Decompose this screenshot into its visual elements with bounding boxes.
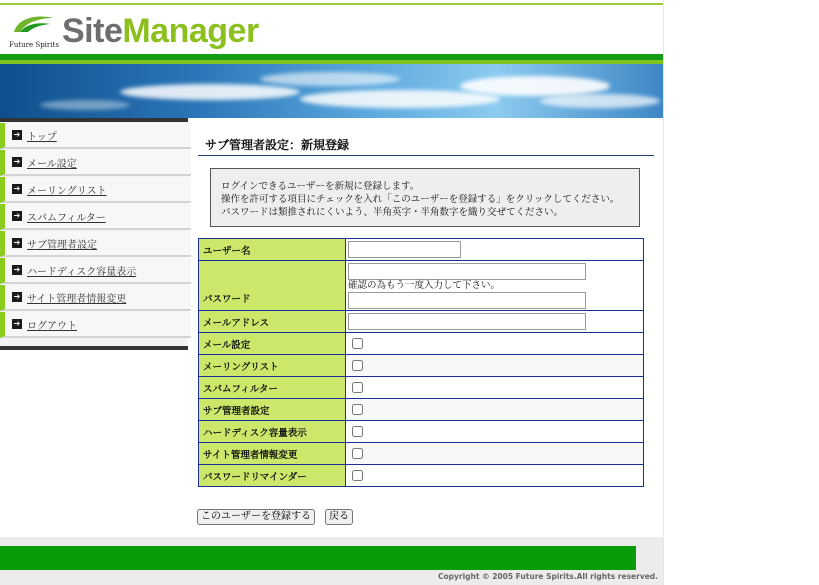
arrow-right-icon: ➔ xyxy=(13,319,21,328)
register-user-button[interactable]: このユーザーを登録する xyxy=(197,509,315,525)
form-row-perm-site-admin xyxy=(199,443,644,465)
header-sky-banner xyxy=(0,64,663,118)
back-button[interactable]: 戻る xyxy=(325,509,353,525)
sidebar-item-label[interactable]: サブ管理者設定 xyxy=(27,240,97,251)
sub-admin-form xyxy=(198,238,644,487)
arrow-right-icon: ➔ xyxy=(13,184,21,193)
sidebar-item-label[interactable]: メーリングリスト xyxy=(27,186,107,197)
username-label: ユーザー名 xyxy=(199,239,346,261)
future-spirits-logo-icon xyxy=(10,12,56,36)
sidebar-item-label[interactable]: サイト管理者情報変更 xyxy=(27,294,127,305)
perm-sub-admin-checkbox[interactable] xyxy=(352,404,363,415)
sidebar-item-mailing-list[interactable] xyxy=(0,177,191,203)
perm-sub-admin-label: サブ管理者設定 xyxy=(199,399,346,421)
info-line-1: ログインできるユーザーを新規に登録します。 xyxy=(221,181,420,192)
perm-cell xyxy=(346,421,644,443)
perm-cell xyxy=(346,377,644,399)
perm-cell xyxy=(346,443,644,465)
arrow-right-icon: ➔ xyxy=(13,211,21,220)
info-line-3: パスワードは類推されにくいよう、半角英字・半角数字を織り交ぜてください。 xyxy=(221,207,564,218)
perm-spam-filter-checkbox[interactable] xyxy=(352,382,363,393)
logo-manager-word: Manager xyxy=(122,12,259,50)
perm-password-reminder-checkbox[interactable] xyxy=(352,470,363,481)
perm-password-reminder-label: パスワードリマインダー xyxy=(199,465,346,487)
password-label: パスワード xyxy=(199,261,346,311)
perm-cell xyxy=(346,355,644,377)
password-cell xyxy=(346,261,644,311)
sidebar-item-sub-admin[interactable] xyxy=(0,231,191,257)
perm-mail-settings-label: メール設定 xyxy=(199,333,346,355)
form-row-perm-mail xyxy=(199,333,644,355)
form-row-perm-spam xyxy=(199,377,644,399)
sidebar-item-label[interactable]: メール設定 xyxy=(27,159,77,170)
logo-site-word: Site xyxy=(62,12,123,50)
arrow-right-icon: ➔ xyxy=(13,130,21,139)
sidebar-item-mail-settings[interactable] xyxy=(0,150,191,176)
perm-site-admin-info-label: サイト管理者情報変更 xyxy=(199,443,346,465)
footer-green-bar xyxy=(0,546,636,570)
form-row-perm-mailing-list xyxy=(199,355,644,377)
arrow-right-icon: ➔ xyxy=(13,238,21,247)
email-label: メールアドレス xyxy=(199,311,346,333)
sidebar-item-spam-filter[interactable] xyxy=(0,204,191,230)
username-cell xyxy=(346,239,644,261)
username-input[interactable] xyxy=(348,241,461,258)
info-box xyxy=(210,168,640,227)
email-cell xyxy=(346,311,644,333)
info-line-2: 操作を許可する項目にチェックを入れ「このユーザーを登録する」をクリックしてください。 xyxy=(221,194,620,205)
sidebar-item-top[interactable] xyxy=(0,123,191,149)
sidebar-item-label[interactable]: トップ xyxy=(27,132,57,143)
arrow-right-icon: ➔ xyxy=(13,157,21,166)
password-confirm-hint: 確認の為もう一度入力して下さい。 xyxy=(348,279,501,291)
perm-mail-settings-checkbox[interactable] xyxy=(352,338,363,349)
perm-cell xyxy=(346,399,644,421)
form-row-username xyxy=(199,239,644,261)
form-row-perm-sub-admin xyxy=(199,399,644,421)
sidebar-item-label[interactable]: ハードディスク容量表示 xyxy=(27,267,137,278)
sidebar-item-site-admin-info[interactable] xyxy=(0,285,191,311)
perm-site-admin-info-checkbox[interactable] xyxy=(352,448,363,459)
page-title: サブ管理者設定：新規登録 xyxy=(205,138,350,152)
password-confirm-input[interactable] xyxy=(348,292,586,309)
arrow-right-icon: ➔ xyxy=(13,265,21,274)
password-input[interactable] xyxy=(348,263,586,280)
sidebar-item-disk-usage[interactable] xyxy=(0,258,191,284)
form-row-perm-reminder xyxy=(199,465,644,487)
perm-mailing-list-label: メーリングリスト xyxy=(199,355,346,377)
perm-disk-usage-checkbox[interactable] xyxy=(352,426,363,437)
perm-cell xyxy=(346,465,644,487)
sidebar-item-label[interactable]: ログアウト xyxy=(27,321,77,332)
form-row-perm-disk xyxy=(199,421,644,443)
arrow-right-icon: ➔ xyxy=(13,292,21,301)
logo-company-name: Future Spirits xyxy=(9,41,59,49)
perm-disk-usage-label: ハードディスク容量表示 xyxy=(199,421,346,443)
perm-cell xyxy=(346,333,644,355)
header-top-line xyxy=(0,3,663,5)
form-row-email xyxy=(199,311,644,333)
perm-spam-filter-label: スパムフィルター xyxy=(199,377,346,399)
sidebar-item-label[interactable]: スパムフィルター xyxy=(27,213,106,224)
form-row-password xyxy=(199,261,644,311)
perm-mailing-list-checkbox[interactable] xyxy=(352,360,363,371)
title-divider xyxy=(198,155,654,156)
site-manager-logo[interactable] xyxy=(62,11,259,51)
copyright-text: Copyright © 2005 Future Spirits.All rights reserved. xyxy=(438,572,659,581)
email-input[interactable] xyxy=(348,313,586,330)
sidebar-item-logout[interactable] xyxy=(0,312,191,338)
sidebar-nav xyxy=(0,118,188,350)
